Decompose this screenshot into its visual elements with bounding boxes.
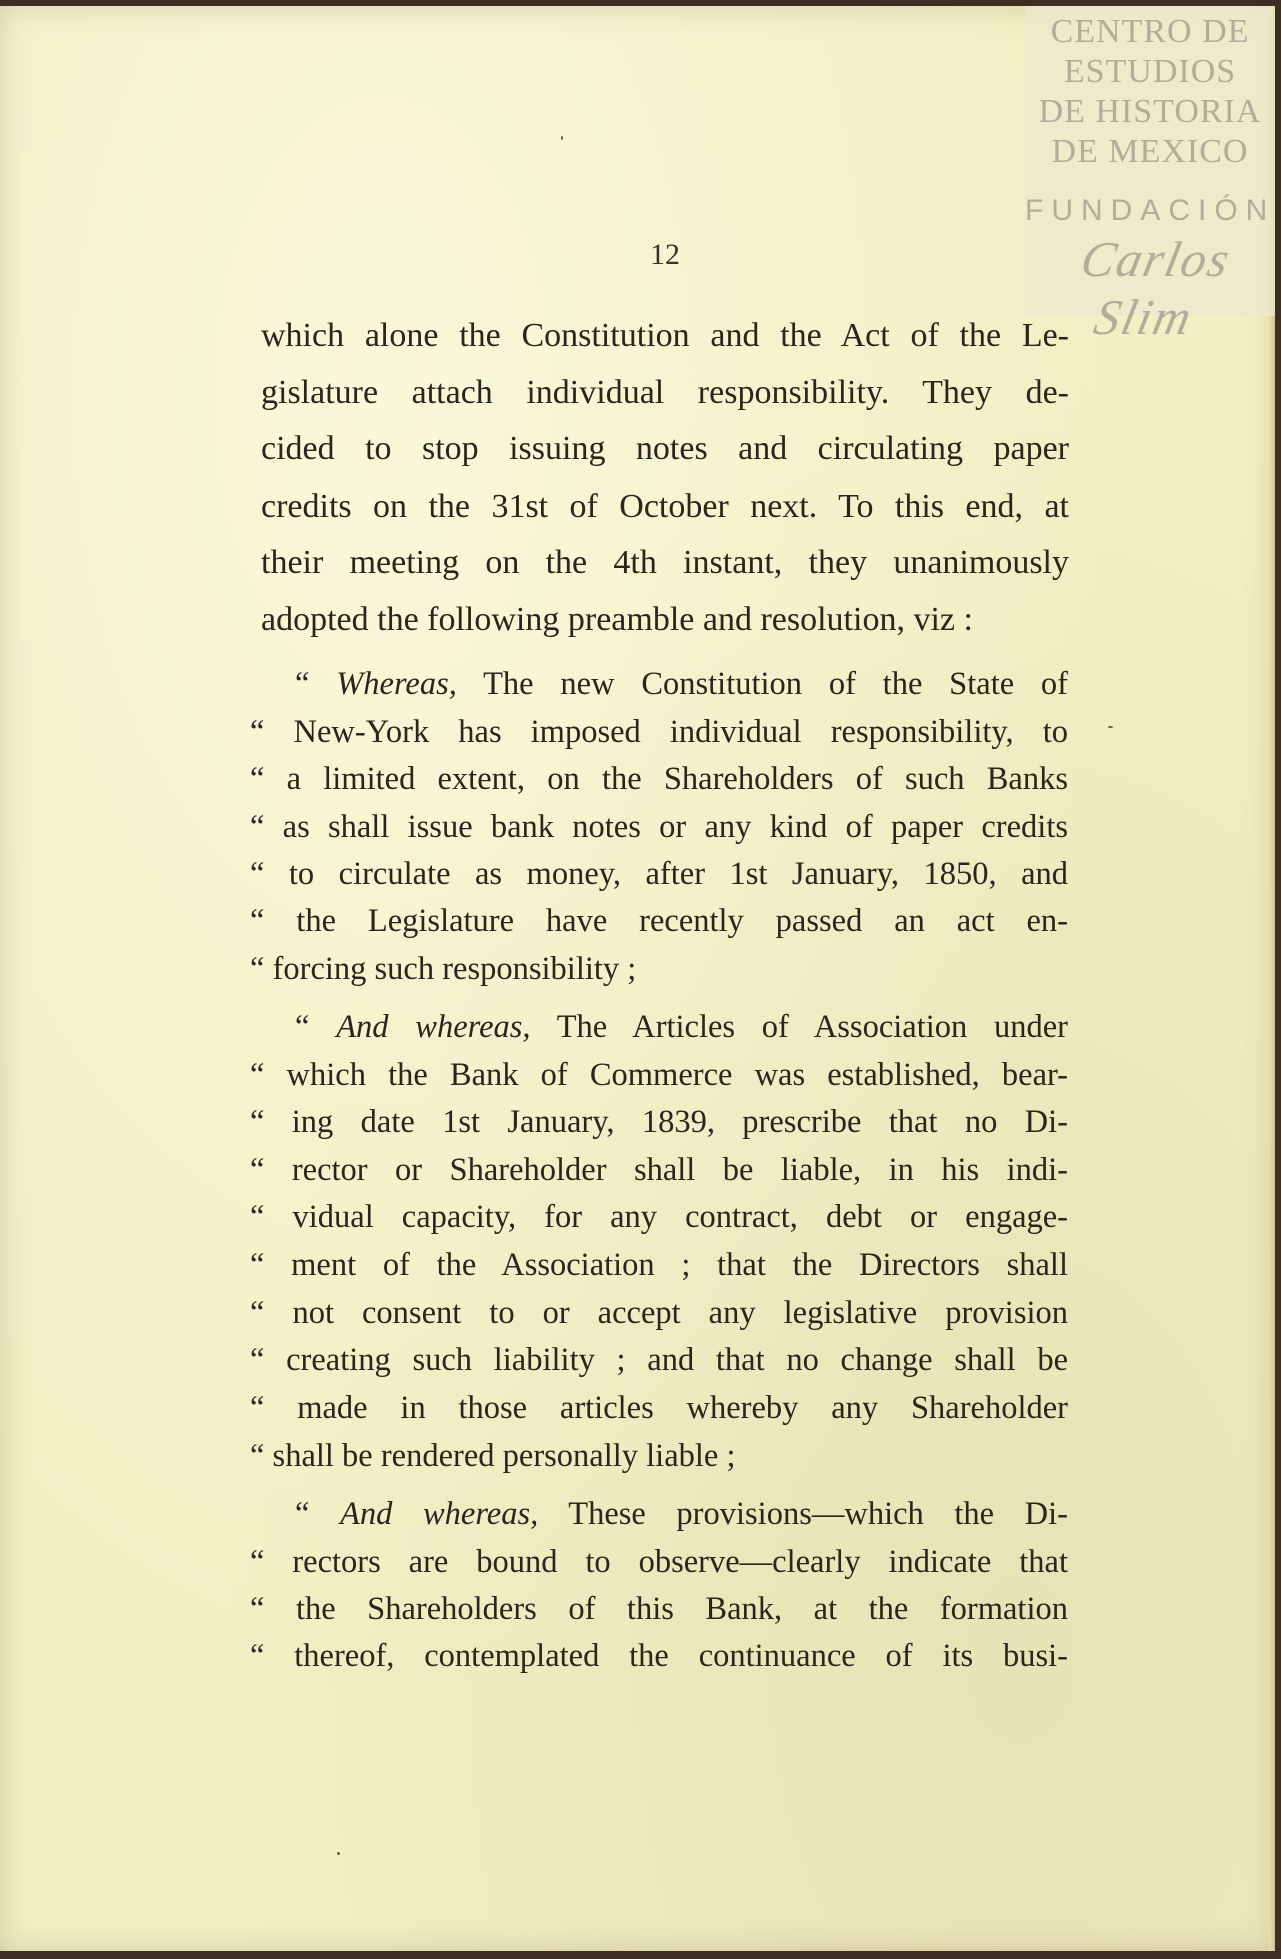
body-line: which alone the Constitution and the Act of the Le- (261, 317, 1069, 354)
quote-line: “ as shall issue bank notes or any kind of paper credits (250, 809, 1068, 845)
watermark-line: DE HISTORIA (1038, 93, 1262, 130)
body-line: their meeting on the 4th instant, they unanimously (261, 544, 1069, 581)
body-line: adopted the following preamble and resolution, viz : (261, 601, 973, 638)
quote-open-mark: “ (295, 666, 310, 702)
quote-line: “ not consent to or accept any legislative provision (250, 1295, 1068, 1331)
quote-line: “ shall be rendered personally liable ; (250, 1438, 736, 1474)
quote-open-mark: “ (295, 1496, 310, 1532)
watermark-line: CENTRO DE (1050, 13, 1250, 50)
quote-lead-word: And whereas, (336, 1009, 531, 1045)
quote-line: “ ment of the Association ; that the Directors shall (250, 1247, 1068, 1283)
quote-first-rest: These provisions—which the Di- (568, 1496, 1068, 1532)
quote-line: “ to circulate as money, after 1st January, 1850, and (250, 856, 1068, 892)
document-page (0, 6, 1275, 1951)
quote-line: “ New-York has imposed individual responsibility, to (250, 714, 1068, 750)
quote-line: “ the Shareholders of this Bank, at the formation (250, 1591, 1068, 1627)
quote-line: “ the Legislature have recently passed an act en- (250, 903, 1068, 939)
body-line: cided to stop issuing notes and circulating paper (261, 430, 1069, 467)
quote-line: “ rectors are bound to observe—clearly indicate that (250, 1544, 1068, 1580)
quote-first-line (295, 668, 1068, 701)
quote-open-mark: “ (295, 1009, 310, 1045)
quote-line: “ which the Bank of Commerce was established, bear- (250, 1057, 1068, 1093)
paper-speck (337, 1852, 340, 1855)
quote-line: “ a limited extent, on the Shareholders of such Banks (250, 761, 1068, 797)
quote-first-rest: The Articles of Association under (556, 1009, 1068, 1045)
paper-speck (1108, 726, 1113, 728)
quote-line: “ thereof, contemplated the continuance of its busi- (250, 1638, 1068, 1674)
quote-lead-word: And whereas, (340, 1496, 539, 1532)
watermark-line: DE MEXICO (1051, 133, 1249, 170)
quote-line: “ ing date 1st January, 1839, prescribe that no Di- (250, 1104, 1068, 1140)
quote-first-line (295, 1011, 1068, 1044)
quote-first-line (295, 1498, 1068, 1531)
quote-line: “ rector or Shareholder shall be liable, in his indi- (250, 1152, 1068, 1188)
watermark-foundation: FUNDACIÓN (1025, 194, 1276, 227)
quote-line: “ vidual capacity, for any contract, debt or engage- (250, 1199, 1068, 1235)
page-number: 12 (650, 238, 680, 271)
quote-first-rest: The new Constitution of the State of (483, 666, 1069, 702)
body-line: gislature attach individual responsibility. They de- (261, 374, 1069, 411)
paper-speck (561, 136, 563, 140)
page-text (0, 6, 1275, 1951)
watermark-signature: Carlos Slim (1076, 231, 1237, 345)
quote-line: “ forcing such responsibility ; (250, 951, 637, 987)
quote-line: “ creating such liability ; and that no change shall be (250, 1342, 1068, 1378)
quote-line: “ made in those articles whereby any Shareholder (250, 1390, 1068, 1426)
quote-lead-word: Whereas, (336, 666, 457, 702)
watermark-line: ESTUDIOS (1063, 53, 1237, 90)
body-line: credits on the 31st of October next. To this end, at (261, 488, 1069, 525)
